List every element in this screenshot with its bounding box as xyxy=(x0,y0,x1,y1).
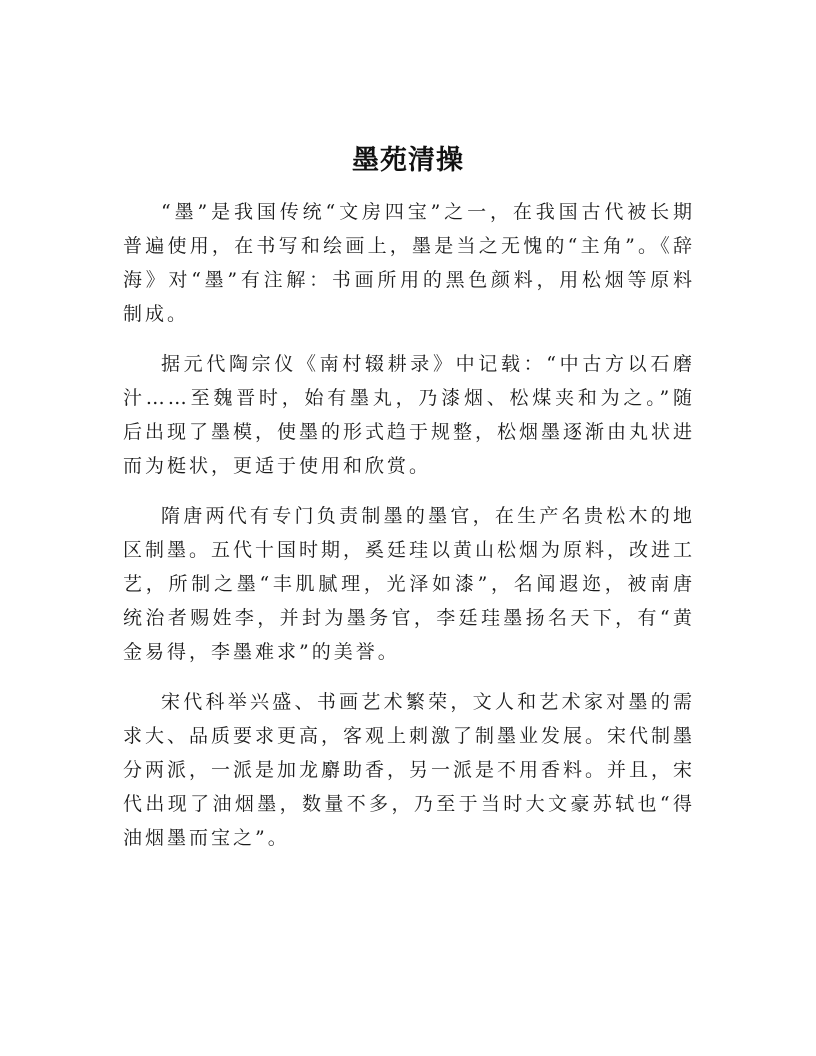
paragraph: 据元代陶宗仪《南村辍耕录》中记载：“中古方以石磨汁……至魏晋时，始有墨丸，乃漆烟、松煤夹和为之。”随后出现了墨模，使墨的形式趋于规整，松烟墨逐渐由丸状进而为梃状，更适于使用和欣赏。 xyxy=(123,353,696,477)
paragraph: 隋唐两代有专门负责制墨的墨官，在生产名贵松木的地区制墨。五代十国时期，奚廷珪以黄山松烟为原料，改进工艺，所制之墨“丰肌腻理，光泽如漆”，名闻遐迩，被南唐统治者赐姓李，并封为墨务官，李廷珪墨扬名天下，有“黄金易得，李墨难求”的美誉。 xyxy=(123,505,696,663)
document-body xyxy=(123,195,695,871)
paragraph: “墨”是我国传统“文房四宝”之一，在我国古代被长期普遍使用，在书写和绘画上，墨是当之无愧的“主角”。《辞海》对“墨”有注解：书画所用的黑色颜料，用松烟等原料制成。 xyxy=(123,201,695,325)
paragraph: 宋代科举兴盛、书画艺术繁荣，文人和艺术家对墨的需求大、品质要求更高，客观上刺激了制墨业发展。宋代制墨分两派，一派是加龙麝助香，另一派是不用香料。并且，宋代出现了油烟墨，数量不多，乃至于当时大文豪苏轼也“得油烟墨而宝之”。 xyxy=(123,691,696,849)
document-title: 墨苑清操 xyxy=(352,145,464,176)
